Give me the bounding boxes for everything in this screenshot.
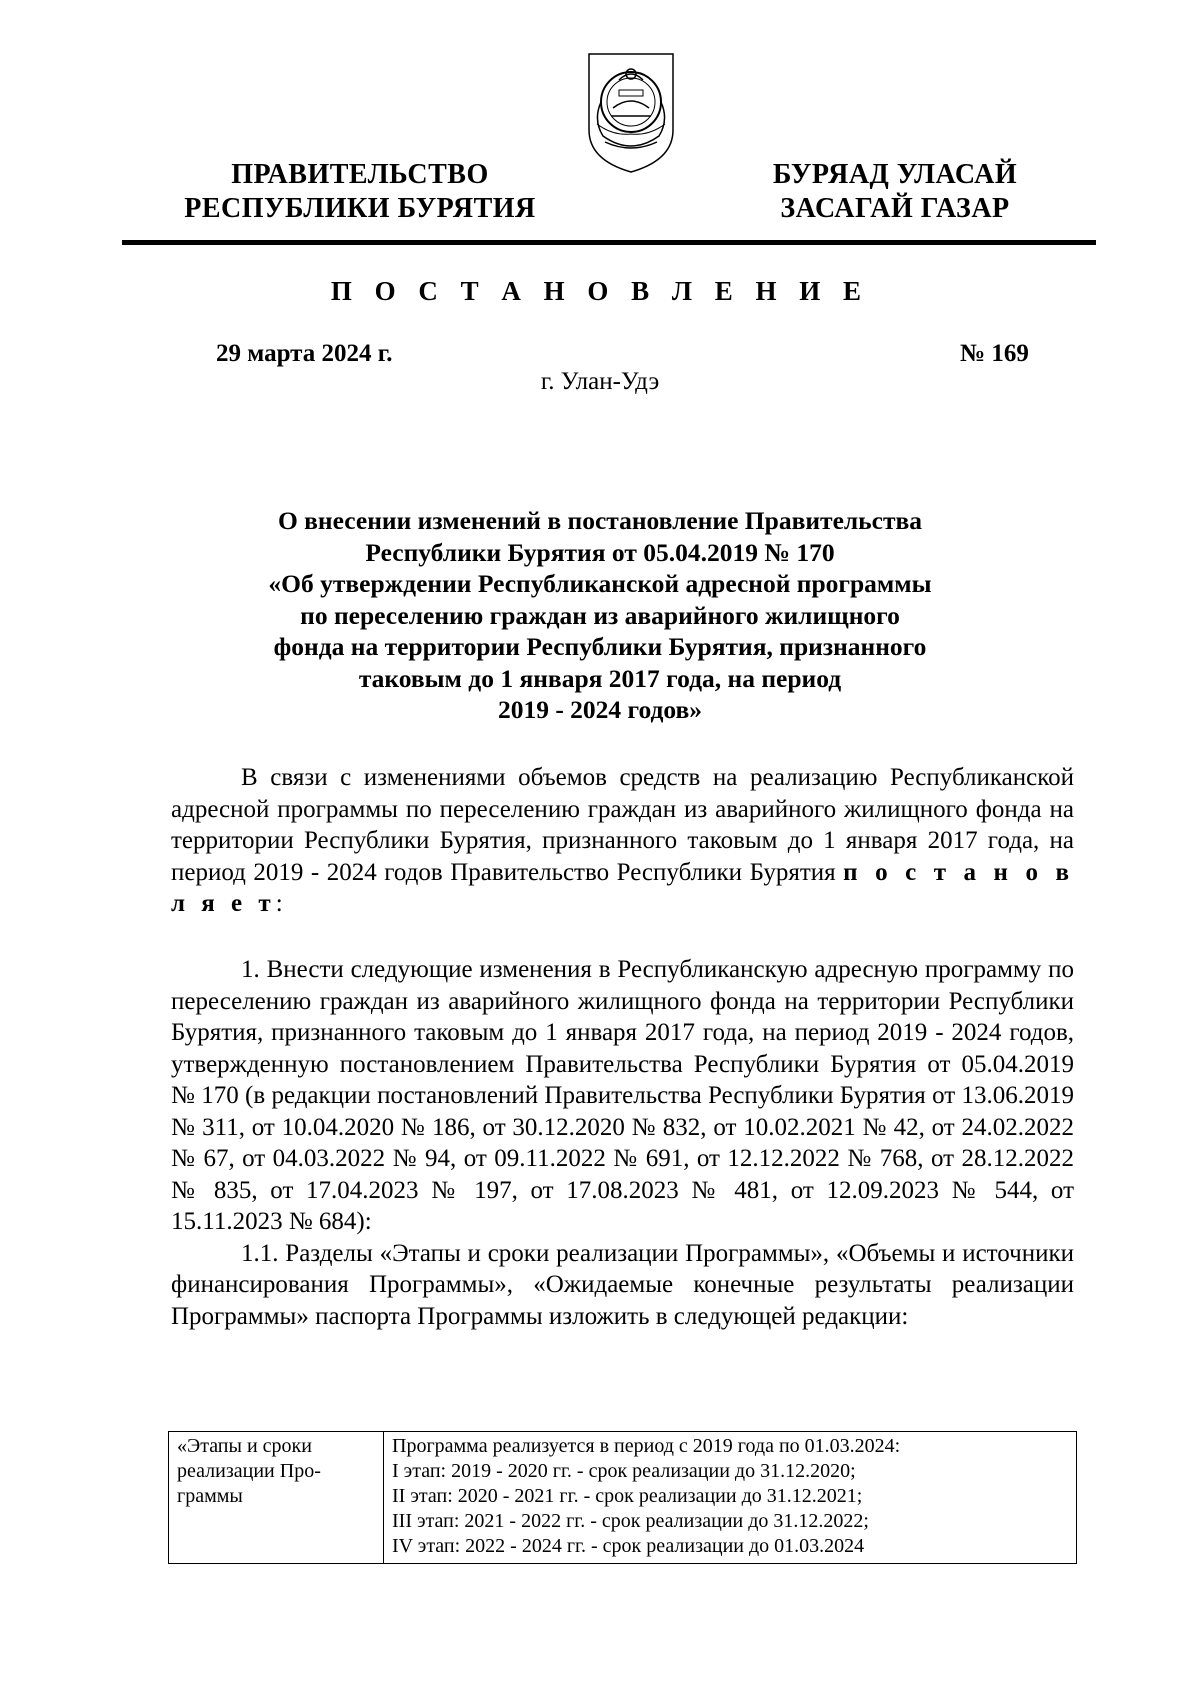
program-passport-table — [168, 1431, 1077, 1564]
preamble-tail: : — [275, 890, 283, 917]
preamble — [171, 762, 1074, 920]
title-line: О внесении изменений в постановление Правительства — [277, 506, 923, 535]
table-value-cell — [384, 1432, 1077, 1564]
table-label-cell — [169, 1432, 384, 1564]
clause-1: 1. Внести следующие изменения в Республиканскую адресную программу по переселению граждан из аварийного жилищного фонда на территории Республики Бурятия, признанного таковым до 1 января 2017 года, на период 2019 - 2024 годов, утвержденную постановлением Правительства Республики Бурятия от 05.04.2019 № 170 (в редакции постановлений Правительства Республики Бурятия от 13.06.2019 № 311, от 10.04.2020 № 186, от 30.12.2020 № 832, от 10.02.2021 № 42, от 24.02.2022 № 67, от 04.03.2022 № 94, от 09.11.2022 № 691, от 12.12.2022 № 768, от 28.12.2022 № 835, от 17.04.2023 № 197, от 17.08.2023 № 481, от 12.09.2023 № 544, от 15.11.2023 № 684): — [171, 956, 1074, 1235]
table-label-line: граммы — [177, 1485, 243, 1507]
title-line: по переселению граждан из аварийного жилищного — [300, 600, 900, 630]
document-title — [200, 505, 1000, 726]
clauses — [171, 954, 1074, 1332]
header-right — [735, 158, 1055, 226]
clause-1-1: 1.1. Разделы «Этапы и сроки реализации Программы», «Объемы и источники финансирования Программы», «Ожидаемые конечные результаты реализации Программы» паспорта Программы изложить в следующей редакции: — [171, 1239, 1074, 1330]
title-line: 2019 - 2024 годов» — [497, 695, 703, 724]
document-date: 29 марта 2024 г. — [216, 340, 393, 367]
title-line: фонда на территории Республики Бурятия, признанного — [273, 632, 927, 661]
document-city: г. Улан-Удэ — [540, 368, 660, 395]
table-value-line: I этап: 2019 - 2020 гг. - срок реализации до 31.12.2020; — [392, 1460, 856, 1482]
decree-word: п о с т а н о в л я е т — [171, 858, 1075, 917]
table-label-line: реализации Про- — [177, 1460, 321, 1482]
preamble-paragraph — [171, 762, 1074, 920]
document-number: № 169 — [960, 340, 1029, 367]
header-left-line: РЕСПУБЛИКИ БУРЯТИЯ — [184, 193, 536, 224]
header-right-line: ЗАСАГАЙ ГАЗАР — [780, 193, 1010, 224]
title-line: «Об утверждении Республиканской адресной программы — [268, 569, 932, 598]
table-value-line: II этап: 2020 - 2021 гг. - срок реализации до 31.12.2021; — [392, 1485, 863, 1507]
document-type: П О С Т А Н О В Л Е Н И Е — [330, 276, 870, 306]
title-line: таковым до 1 января 2017 года, на период — [358, 663, 842, 693]
title-line: Республики Бурятия от 05.04.2019 № 170 — [365, 537, 835, 567]
header-left-line: ПРАВИТЕЛЬСТВО — [231, 159, 489, 190]
table-value-line: Программа реализуется в период с 2019 года по 01.03.2024: — [392, 1435, 901, 1457]
header-right-line: БУРЯАД УЛАСАЙ — [772, 159, 1018, 190]
table-label-line: «Этапы и сроки — [177, 1435, 312, 1457]
preamble-text: В связи с изменениями объемов средств на реализацию Республиканской адресной программы по переселению граждан из аварийного жилищного фонда на территории Республики Бурятия, признанного таковым до 1 января 2017 года, на период 2019 - 2024 годов Правительство Республики Бурятия — [171, 764, 1074, 886]
table-row — [169, 1432, 1077, 1564]
coat-of-arms-icon — [583, 50, 679, 174]
header-divider — [122, 240, 1096, 245]
table-value-line: IV этап: 2022 - 2024 гг. - срок реализации до 01.03.2024 — [392, 1535, 865, 1557]
table-value-line: III этап: 2021 - 2022 гг. - срок реализации до 31.12.2022; — [392, 1510, 869, 1532]
header-left — [170, 158, 550, 226]
